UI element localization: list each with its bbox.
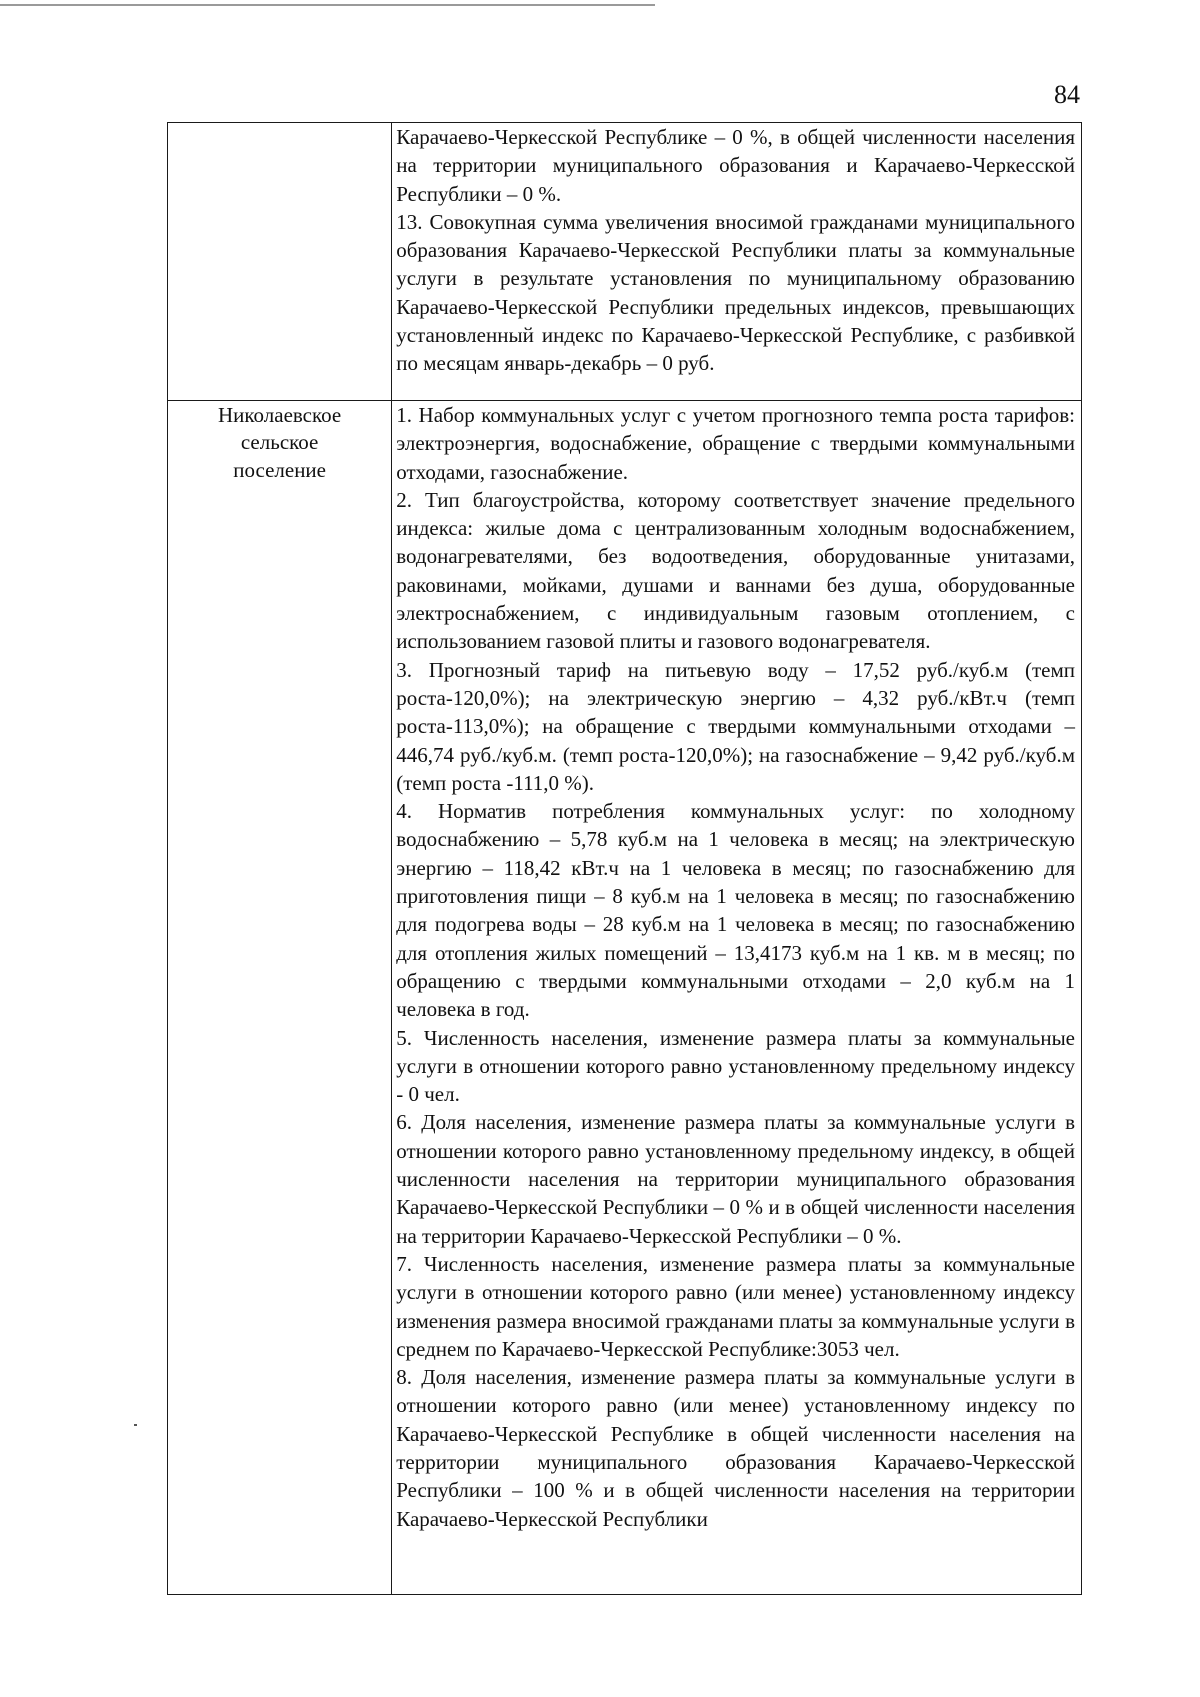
indicator-paragraph: 8. Доля населения, изменение размера платы за коммунальные услуги в отношении которого равно (или менее) установленному индексу по Карачаево-Черкесской Республике в общей численности населения на территории муниципального образования Карачаево-Черкесской Республики – 100 % и в общей численности населения на территории Карачаево-Черкесской Республики [396, 1365, 1075, 1531]
indicators-cell [392, 123, 1082, 401]
indicator-paragraph: 1. Набор коммунальных услуг с учетом прогнозного темпа роста тарифов: электроэнергия, водоснабжение, обращение с твердыми коммунальными отходами, газоснабжение. [396, 403, 1075, 484]
municipality-cell [168, 401, 392, 1595]
municipality-name-line: сельское [240, 430, 319, 455]
indicator-paragraph: 4. Норматив потребления коммунальных услуг: по холодному водоснабжению – 5,78 куб.м на 1 человека в месяц; на электрическую энергию – 118,42 кВт.ч на 1 человека в месяц; по газоснабжению для приготовления пищи – 8 куб.м на 1 человека в месяц; по газоснабжению для подогрева воды – 28 куб.м на 1 человека в месяц; по газоснабжению для отопления жилых помещений – 13,4173 куб.м на 1 кв. м в месяц; по обращению с твердыми коммунальными отходами – 2,0 куб.м на 1 человека в год. [396, 799, 1075, 1022]
page-number: 84 [1054, 80, 1080, 109]
municipal-index-table [167, 122, 1082, 1595]
indicator-paragraph: 5. Численность населения, изменение размера платы за коммунальные услуги в отношении которого равно установленному предельному индексу - 0 чел. [396, 1025, 1075, 1107]
table-row [168, 123, 1082, 401]
indicator-paragraph: 13. Совокупная сумма увеличения вносимой гражданами муниципального образования Карачаево-Черкесской Республики платы за коммунальные услуги в результате установления по муниципальному образованию Карачаево-Черкесской Республики предельных индексов, превышающих установленный индекс по Карачаево-Черкесской Республике, с разбивкой по месяцам январь-декабрь – 0 руб. [396, 209, 1075, 376]
municipality-name-line: поселение [233, 457, 326, 482]
scan-speck [134, 1424, 137, 1426]
indicator-paragraph: 7. Численность населения, изменение размера платы за коммунальные услуги в отношении которого равно (или менее) установленному индексу изменения размера вносимой гражданами платы за коммунальные услуги в среднем по Карачаево-Черкесской Республике:3053 чел. [396, 1251, 1075, 1361]
municipality-name-line: Николаевское [218, 403, 342, 427]
indicator-paragraph: 2. Тип благоустройства, которому соответствует значение предельного индекса: жилые дома с централизованным холодным водоснабжением, водонагревателями, без водоотведения, оборудованные унитазами, раковинами, мойками, душами и ваннами без душа, оборудованные электроснабжением, с индивидуальным газовым отоплением, с использованием газовой плиты и газового водонагревателя. [396, 487, 1075, 654]
table-row [168, 401, 1082, 1595]
indicator-paragraph: Карачаево-Черкесской Республике – 0 %, в общей численности населения на территории муниципального образования и Карачаево-Черкесской Республики – 0 %. [396, 125, 1075, 206]
indicators-cell [392, 401, 1082, 1595]
indicator-paragraph: 3. Прогнозный тариф на питьевую воду – 17,52 руб./куб.м (темп роста-120,0%); на электрическую энергию – 4,32 руб./кВт.ч (темп роста-113,0%); на обращение с твердыми коммунальными отходами – 446,74 руб./куб.м. (темп роста-120,0%); на газоснабжение – 9,42 руб./куб.м (темп роста -111,0 %). [396, 657, 1075, 795]
municipality-cell [168, 123, 392, 401]
top-scan-edge-line [0, 4, 655, 6]
indicator-paragraph: 6. Доля населения, изменение размера платы за коммунальные услуги в отношении которого равно установленному предельному индексу, в общей численности населения на территории муниципального образования Карачаево-Черкесской Республики – 0 % и в общей численности населения на территории Карачаево-Черкесской Республики – 0 %. [396, 1110, 1075, 1248]
